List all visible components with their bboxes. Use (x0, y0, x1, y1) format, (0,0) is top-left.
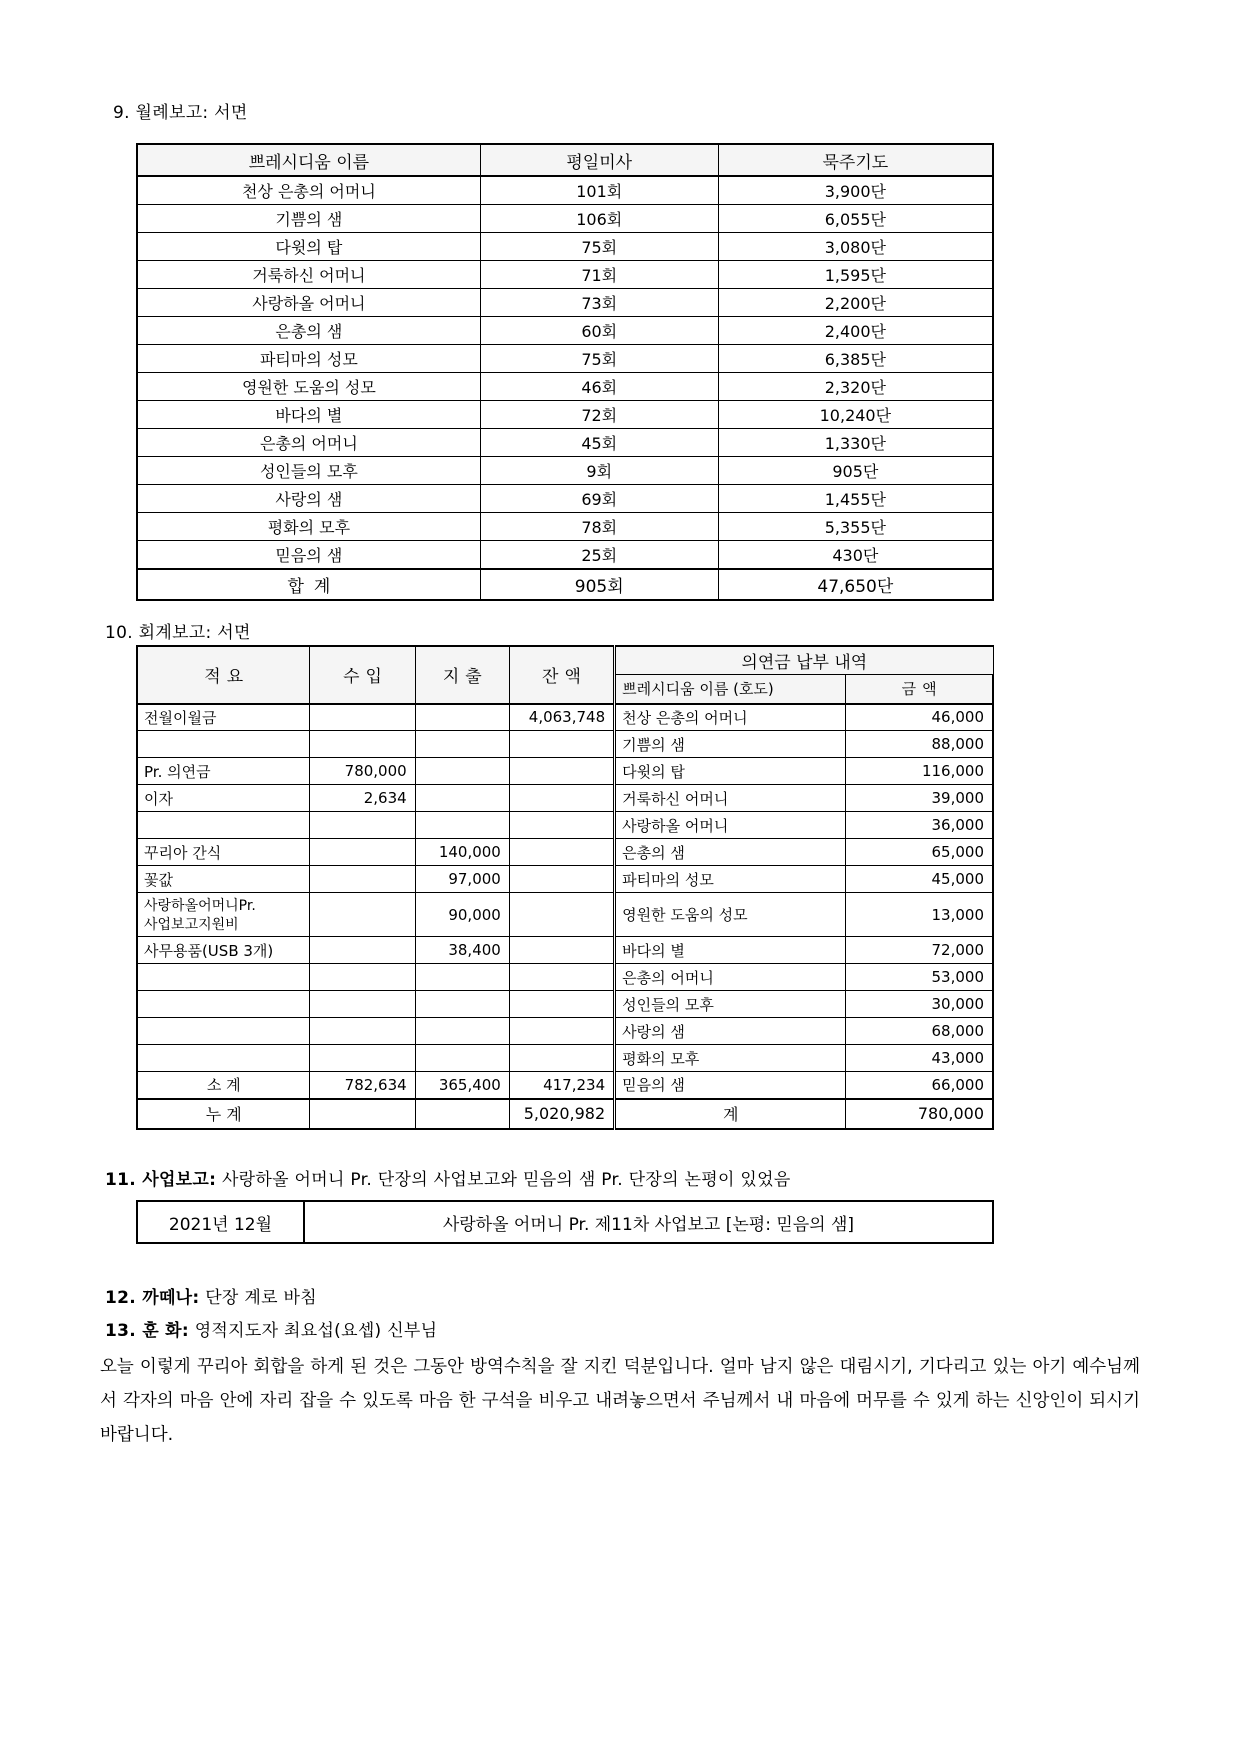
table-header-row (137, 144, 993, 176)
cumulative-label: 누 계 (137, 1099, 310, 1129)
weekday-mass-count: 45회 (480, 429, 718, 457)
entry-balance (509, 937, 614, 964)
entry-expense (415, 991, 509, 1018)
col-header-income: 수입 (310, 646, 415, 704)
weekday-mass-count: 73회 (480, 289, 718, 317)
presidium-name: 은총의 샘 (137, 317, 480, 345)
subtotal-balance: 417,234 (509, 1072, 614, 1099)
entry-income (310, 991, 415, 1018)
entry-balance (509, 812, 614, 839)
entry-balance (509, 785, 614, 812)
table-row (137, 429, 993, 457)
subtotal-label: 소 계 (137, 1072, 310, 1099)
entry-expense (415, 758, 509, 785)
total-label: 합계 (137, 569, 480, 600)
section-11-heading (105, 1165, 791, 1190)
section-11-label: 11. 사업보고: (105, 1170, 217, 1190)
table-row (137, 513, 993, 541)
donation-presidium-name: 영원한 도움의 성모 (615, 893, 846, 937)
table-row (137, 205, 993, 233)
cumulative-expense (415, 1099, 509, 1129)
monthly-report-table (136, 143, 994, 601)
presidium-name: 성인들의 모후 (137, 457, 480, 485)
table-header-row-1 (137, 646, 993, 675)
rosary-count: 2,320단 (718, 373, 993, 401)
table-row (137, 964, 993, 991)
business-report-date: 2021년 12월 (137, 1201, 304, 1243)
cumulative-balance: 5,020,982 (509, 1099, 614, 1129)
entry-income (310, 812, 415, 839)
rosary-count: 6,055단 (718, 205, 993, 233)
entry-income (310, 1045, 415, 1072)
donation-amount: 116,000 (846, 758, 993, 785)
presidium-name: 바다의 별 (137, 401, 480, 429)
donation-total-label: 계 (615, 1099, 846, 1129)
section-9-heading: 9. 월례보고: 서면 (113, 103, 248, 123)
col-header-rosary: 묵주기도 (718, 144, 993, 176)
table-row (137, 176, 993, 205)
entry-balance (509, 964, 614, 991)
entry-expense: 140,000 (415, 839, 509, 866)
entry-expense (415, 704, 509, 731)
donation-presidium-name: 믿음의 샘 (615, 1072, 846, 1099)
table-row (137, 401, 993, 429)
table-row (137, 485, 993, 513)
entry-expense (415, 964, 509, 991)
weekday-mass-count: 71회 (480, 261, 718, 289)
rosary-count: 430단 (718, 541, 993, 570)
entry-expense (415, 731, 509, 758)
weekday-mass-count: 72회 (480, 401, 718, 429)
presidium-name: 사랑의 샘 (137, 485, 480, 513)
weekday-mass-count: 9회 (480, 457, 718, 485)
entry-balance: 4,063,748 (509, 704, 614, 731)
weekday-mass-count: 75회 (480, 233, 718, 261)
entry-expense: 97,000 (415, 866, 509, 893)
donation-presidium-name: 평화의 모후 (615, 1045, 846, 1072)
rosary-count: 3,900단 (718, 176, 993, 205)
table-row (137, 839, 993, 866)
col-header-expense: 지출 (415, 646, 509, 704)
weekday-mass-count: 106회 (480, 205, 718, 233)
donation-amount: 66,000 (846, 1072, 993, 1099)
weekday-mass-count: 101회 (480, 176, 718, 205)
donation-presidium-name: 사랑하올 어머니 (615, 812, 846, 839)
table-row (137, 233, 993, 261)
presidium-name: 평화의 모후 (137, 513, 480, 541)
section-11-text: 사랑하올 어머니 Pr. 단장의 사업보고와 믿음의 샘 Pr. 단장의 논평이 있었음 (216, 1170, 791, 1190)
accounting-report-table-wrapper (136, 645, 994, 1130)
entry-balance (509, 1045, 614, 1072)
entry-description: 꾸리아 간식 (137, 839, 310, 866)
table-row (137, 991, 993, 1018)
donation-presidium-name: 천상 은총의 어머니 (615, 704, 846, 731)
entry-description: Pr. 의연금 (137, 758, 310, 785)
table-row (137, 866, 993, 893)
presidium-name: 거룩하신 어머니 (137, 261, 480, 289)
rosary-count: 2,400단 (718, 317, 993, 345)
section-12-label: 12. 까떼나: (105, 1288, 200, 1308)
section-12-text: 단장 계로 바침 (199, 1288, 317, 1308)
donation-presidium-name: 성인들의 모후 (615, 991, 846, 1018)
entry-balance (509, 893, 614, 937)
entry-description (137, 964, 310, 991)
table-row (137, 731, 993, 758)
table-row (137, 261, 993, 289)
rosary-count: 1,455단 (718, 485, 993, 513)
weekday-mass-count: 25회 (480, 541, 718, 570)
monthly-report-body (137, 144, 993, 600)
rosary-count: 6,385단 (718, 345, 993, 373)
table-row (137, 1018, 993, 1045)
presidium-name: 사랑하올 어머니 (137, 289, 480, 317)
donation-amount: 65,000 (846, 839, 993, 866)
presidium-name: 다윗의 탑 (137, 233, 480, 261)
entry-description: 꽃값 (137, 866, 310, 893)
donation-amount: 68,000 (846, 1018, 993, 1045)
weekday-mass-count: 69회 (480, 485, 718, 513)
table-row (137, 1045, 993, 1072)
entry-income (310, 704, 415, 731)
entry-description: 사랑하올어머니Pr. 사업보고지원비 (137, 893, 310, 937)
table-row (137, 345, 993, 373)
accounting-report-table (136, 645, 994, 1130)
donation-amount: 53,000 (846, 964, 993, 991)
donation-amount: 43,000 (846, 1045, 993, 1072)
donation-amount: 72,000 (846, 937, 993, 964)
donation-total-amount: 780,000 (846, 1099, 993, 1129)
entry-balance (509, 1018, 614, 1045)
entry-description (137, 1045, 310, 1072)
donation-presidium-name: 거룩하신 어머니 (615, 785, 846, 812)
accounting-report-body (137, 646, 993, 1129)
business-report-table-wrapper (136, 1200, 994, 1244)
entry-expense (415, 1018, 509, 1045)
closing-paragraph-block (100, 1350, 1140, 1452)
entry-income (310, 893, 415, 937)
section-12-heading (105, 1283, 317, 1308)
entry-description (137, 812, 310, 839)
table-subtotal-row (137, 1072, 993, 1099)
donation-amount: 13,000 (846, 893, 993, 937)
donation-presidium-name: 은총의 어머니 (615, 964, 846, 991)
donation-presidium-name: 바다의 별 (615, 937, 846, 964)
monthly-report-table-wrapper (136, 143, 994, 601)
entry-description (137, 731, 310, 758)
business-report-content: 사랑하올 어머니 Pr. 제11차 사업보고 [논평: 믿음의 샘] (304, 1201, 993, 1243)
total-rosary: 47,650단 (718, 569, 993, 600)
table-row (137, 317, 993, 345)
entry-income: 780,000 (310, 758, 415, 785)
presidium-name: 영원한 도움의 성모 (137, 373, 480, 401)
section-10-heading: 10. 회계보고: 서면 (105, 623, 251, 643)
section-13-heading (105, 1316, 437, 1341)
entry-description: 사무용품(USB 3개) (137, 937, 310, 964)
table-row (137, 758, 993, 785)
table-row (137, 457, 993, 485)
presidium-name: 믿음의 샘 (137, 541, 480, 570)
subtotal-income: 782,634 (310, 1072, 415, 1099)
entry-balance (509, 839, 614, 866)
table-row (137, 373, 993, 401)
rosary-count: 1,595단 (718, 261, 993, 289)
donation-presidium-name: 파티마의 성모 (615, 866, 846, 893)
col-header-balance: 잔액 (509, 646, 614, 704)
rosary-count: 5,355단 (718, 513, 993, 541)
table-total-row (137, 569, 993, 600)
weekday-mass-count: 78회 (480, 513, 718, 541)
subtotal-expense: 365,400 (415, 1072, 509, 1099)
donation-presidium-name: 기쁨의 샘 (615, 731, 846, 758)
entry-income (310, 866, 415, 893)
entry-income (310, 937, 415, 964)
entry-income: 2,634 (310, 785, 415, 812)
table-row (137, 289, 993, 317)
entry-expense (415, 785, 509, 812)
cumulative-income (310, 1099, 415, 1129)
entry-income (310, 964, 415, 991)
table-row (137, 812, 993, 839)
entry-description: 전월이월금 (137, 704, 310, 731)
entry-expense: 90,000 (415, 893, 509, 937)
col-header-weekday-mass: 평일미사 (480, 144, 718, 176)
presidium-name: 천상 은총의 어머니 (137, 176, 480, 205)
entry-income (310, 1018, 415, 1045)
col-header-description: 적요 (137, 646, 310, 704)
presidium-name: 은총의 어머니 (137, 429, 480, 457)
rosary-count: 1,330단 (718, 429, 993, 457)
table-row (137, 541, 993, 570)
entry-balance (509, 758, 614, 785)
table-cumulative-row (137, 1099, 993, 1129)
rosary-count: 2,200단 (718, 289, 993, 317)
donation-presidium-name: 은총의 샘 (615, 839, 846, 866)
rosary-count: 3,080단 (718, 233, 993, 261)
donation-amount: 88,000 (846, 731, 993, 758)
weekday-mass-count: 60회 (480, 317, 718, 345)
donation-presidium-name: 사랑의 샘 (615, 1018, 846, 1045)
closing-paragraph: 오늘 이렇게 꾸리아 회합을 하게 된 것은 그동안 방역수칙을 잘 지킨 덕분입니다. 얼마 남지 않은 대림시기, 기다리고 있는 아기 예수님께서 각자의 마음 안에 자리 잡을 수 있도록 마음 한 구석을 비우고 내려놓으면서 주님께서 내 마음에 머무를 수 있게 하는 신앙인이 되시기 바랍니다. (100, 1357, 1140, 1446)
table-row (137, 893, 993, 937)
col-header-donation-amount: 금액 (846, 675, 993, 704)
entry-balance (509, 731, 614, 758)
entry-income (310, 839, 415, 866)
donation-amount: 39,000 (846, 785, 993, 812)
weekday-mass-count: 46회 (480, 373, 718, 401)
table-row (137, 1201, 993, 1243)
entry-income (310, 731, 415, 758)
entry-description (137, 1018, 310, 1045)
donation-amount: 45,000 (846, 866, 993, 893)
entry-expense: 38,400 (415, 937, 509, 964)
entry-balance (509, 991, 614, 1018)
table-row (137, 785, 993, 812)
total-weekday-mass: 905회 (480, 569, 718, 600)
donation-amount: 46,000 (846, 704, 993, 731)
col-header-donation-presidium: 쁘레시디움 이름 (호도) (615, 675, 846, 704)
entry-expense (415, 1045, 509, 1072)
entry-balance (509, 866, 614, 893)
weekday-mass-count: 75회 (480, 345, 718, 373)
entry-expense (415, 812, 509, 839)
entry-description (137, 991, 310, 1018)
section-13-text: 영적지도자 최요섭(요셉) 신부님 (189, 1321, 438, 1341)
donation-presidium-name: 다윗의 탑 (615, 758, 846, 785)
rosary-count: 905단 (718, 457, 993, 485)
rosary-count: 10,240단 (718, 401, 993, 429)
presidium-name: 기쁨의 샘 (137, 205, 480, 233)
entry-description: 이자 (137, 785, 310, 812)
col-header-presidium: 쁘레시디움 이름 (137, 144, 480, 176)
section-13-label: 13. 훈 화: (105, 1321, 189, 1341)
table-row (137, 937, 993, 964)
presidium-name: 파티마의 성모 (137, 345, 480, 373)
donation-amount: 30,000 (846, 991, 993, 1018)
table-row (137, 704, 993, 731)
donation-amount: 36,000 (846, 812, 993, 839)
business-report-table (136, 1200, 994, 1244)
col-header-donation-group: 의연금 납부 내역 (615, 646, 993, 675)
